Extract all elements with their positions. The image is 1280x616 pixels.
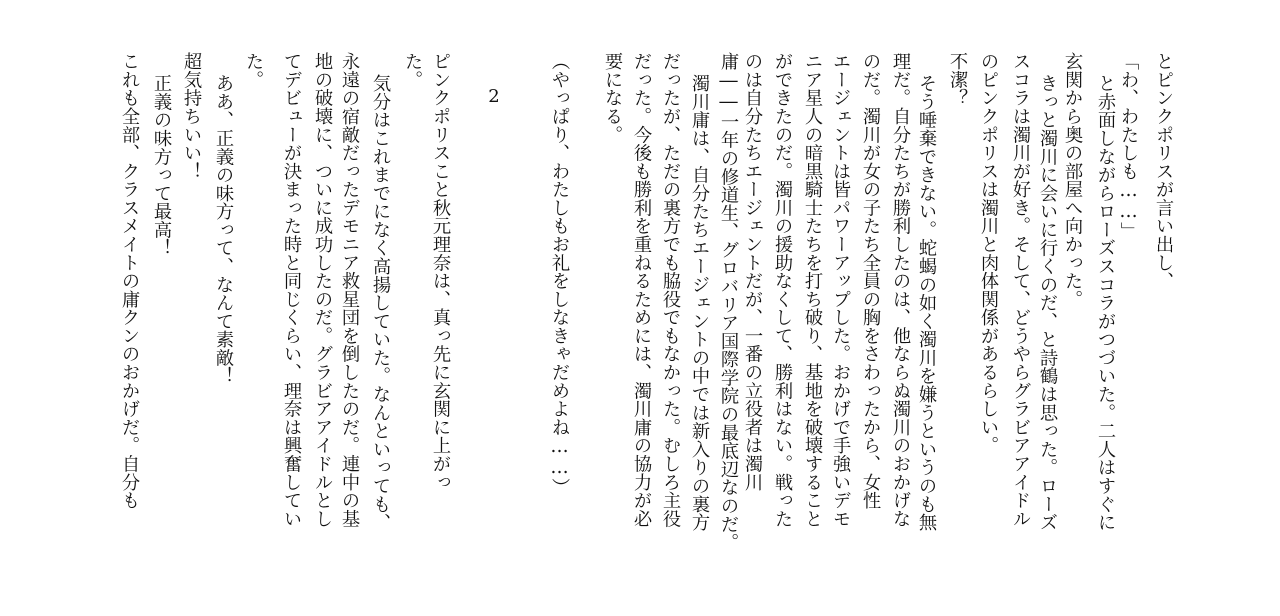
section-number: 2 xyxy=(488,86,500,107)
text-column: きっと濁川に会いに行くのだ、と詩鶴は思った。ローズ xyxy=(1037,74,1058,532)
text-column: のは自分たちエージェントだが、一番の立役者は濁川 xyxy=(742,52,763,491)
text-column: てデビューが決まった時と同じくらい、理奈は興奮してい xyxy=(281,52,302,528)
text-column: 地の破壊に、ついに成功したのだ。グラビアアイドルとし xyxy=(312,52,333,528)
text-column: （やっぱり、わたしもお礼をしなきゃだめよね……） xyxy=(549,52,570,497)
text-column: 超気持ちいい！ xyxy=(181,52,202,181)
text-column: エージェントは皆パワーアップした。おかげで手強いデモ xyxy=(830,52,851,528)
text-column: ニア星人の暗黒騎士たちを打ち破り、基地を破壊すること xyxy=(802,52,823,528)
text-column: だったが、ただの裏方でも脇役でもなかった。むしろ主役 xyxy=(660,52,681,528)
text-column: 永遠の宿敵だったデモニア救星団を倒したのだ。連中の基 xyxy=(339,52,360,528)
text-column: た。 xyxy=(243,52,264,89)
text-column: 理だ。自分たちが勝利したのは、他ならぬ濁川のおかげな xyxy=(890,52,911,528)
text-column: 気分はこれまでになく高揚していた。なんといっても、 xyxy=(370,74,391,532)
text-column: のピンクポリスは濁川と肉体関係があるらしい。 xyxy=(978,52,999,455)
text-column: これも全部、クラスメイトの庸クンのおかげだ。自分も xyxy=(119,52,140,510)
text-column: と赤面しながらローズスコラがつづいた。二人はすぐに xyxy=(1095,74,1116,532)
text-column: た。 xyxy=(402,52,423,89)
text-column: ああ、正義の味方って、なんて素敵！ xyxy=(213,74,234,385)
text-column: 正義の味方って最高！ xyxy=(151,74,172,257)
text-column: のだ。濁川が女の子たち全員の胸をさわったから、女性 xyxy=(860,52,881,510)
text-column: 庸――一年の修道生、グロバリア国際学院の最底辺なのだ。 xyxy=(718,52,739,552)
text-column: スコラは濁川が好き。そして、どうやらグラビアアイドル xyxy=(1010,52,1031,528)
text-column: 「わ、わたしも……」 xyxy=(1118,52,1139,241)
text-column: 要になる。 xyxy=(602,52,623,144)
text-column: 玄関から奥の部屋へ向かった。 xyxy=(1062,52,1083,309)
text-column: ピンクポリスこと秋元理奈は、真っ先に玄関に上がっ xyxy=(430,52,451,491)
text-column: だった。今後も勝利を重ねるためには、濁川庸の協力が必 xyxy=(631,52,652,528)
text-column: とピンクポリスが言い出し、 xyxy=(1153,52,1174,290)
text-column: そう唾棄できない。蛇蝎の如く濁川を嫌うというのも無 xyxy=(916,74,937,532)
text-column: 濁川庸は、自分たちエージェントの中では新入りの裏方 xyxy=(689,74,710,532)
text-column: 不潔？ xyxy=(947,52,968,107)
text-column: ができたのだ。濁川の援助なくして、勝利はない。戦った xyxy=(772,52,793,528)
